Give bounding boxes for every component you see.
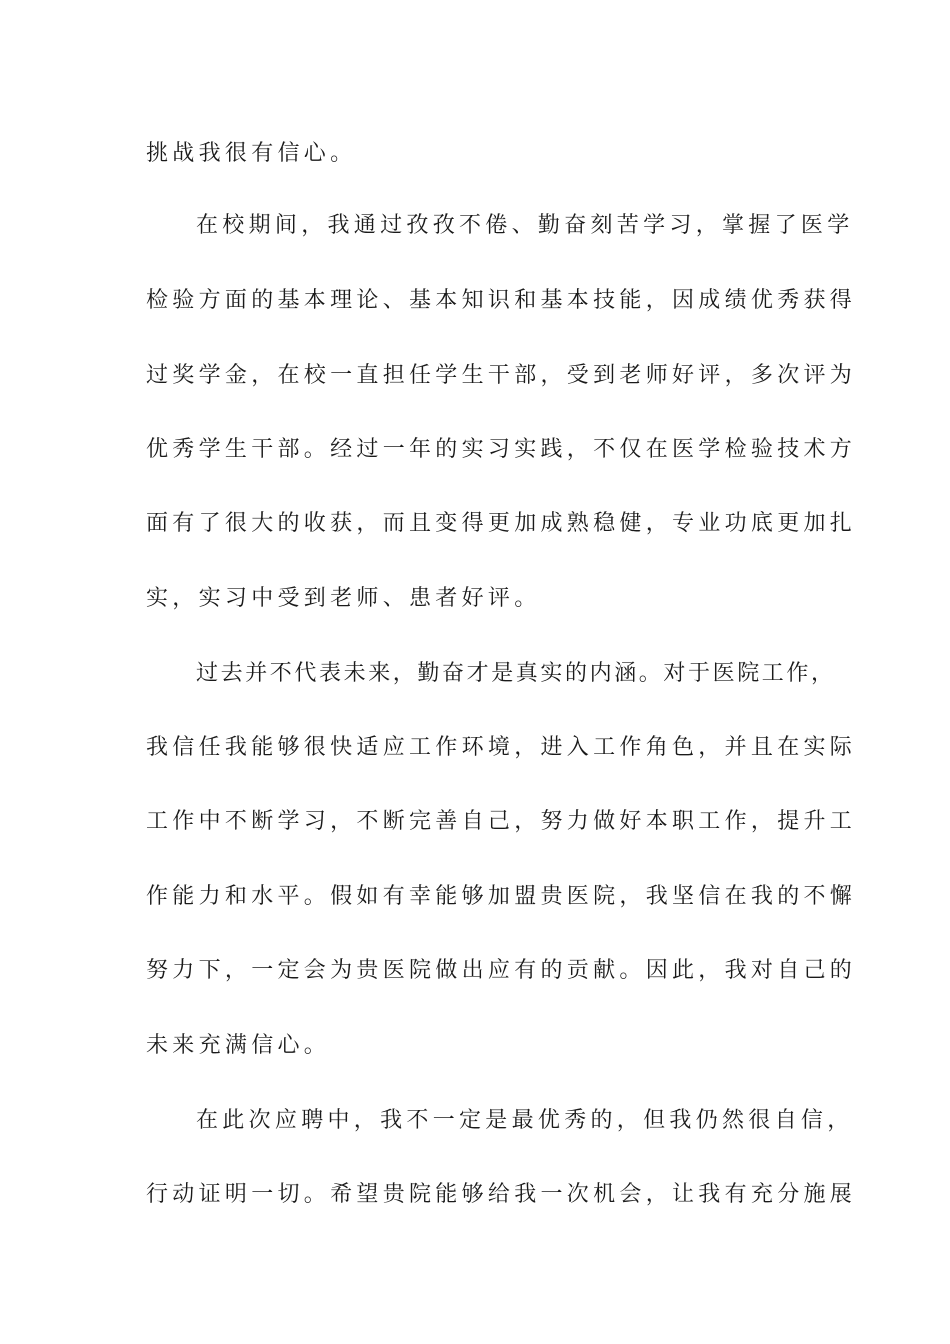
text-line: 努力下，一定会为贵医院做出应有的贡献。因此，我对自己的 — [146, 958, 857, 983]
text-line: 我信任我能够很快适应工作环境，进入工作角色，并且在实际 — [146, 735, 857, 760]
paragraph-first-line: 在此次应聘中，我不一定是最优秀的，但我仍然很自信， — [196, 1108, 854, 1133]
text-line: 面有了很大的收获，而且变得更加成熟稳健，专业功底更加扎 — [146, 511, 857, 536]
text-line: 检验方面的基本理论、基本知识和基本技能，因成绩优秀获得 — [146, 288, 857, 313]
text-line: 未来充满信心。 — [146, 1033, 331, 1058]
text-line: 优秀学生干部。经过一年的实习实践，不仅在医学检验技术方 — [146, 437, 857, 462]
text-line: 实，实习中受到老师、患者好评。 — [146, 586, 541, 611]
text-line: 工作中不断学习，不断完善自己，努力做好本职工作，提升工 — [146, 809, 857, 834]
text-line: 挑战我很有信心。 — [146, 141, 357, 166]
text-line: 作能力和水平。假如有幸能够加盟贵医院，我坚信在我的不懈 — [146, 884, 857, 909]
text-line: 行动证明一切。希望贵院能够给我一次机会，让我有充分施展 — [146, 1182, 857, 1207]
text-line: 过奖学金，在校一直担任学生干部，受到老师好评，多次评为 — [146, 363, 857, 388]
paragraph-first-line: 过去并不代表未来，勤奋才是真实的内涵。对于医院工作， — [196, 661, 836, 686]
paragraph-first-line: 在校期间，我通过孜孜不倦、勤奋刻苦学习，掌握了医学 — [196, 213, 854, 238]
